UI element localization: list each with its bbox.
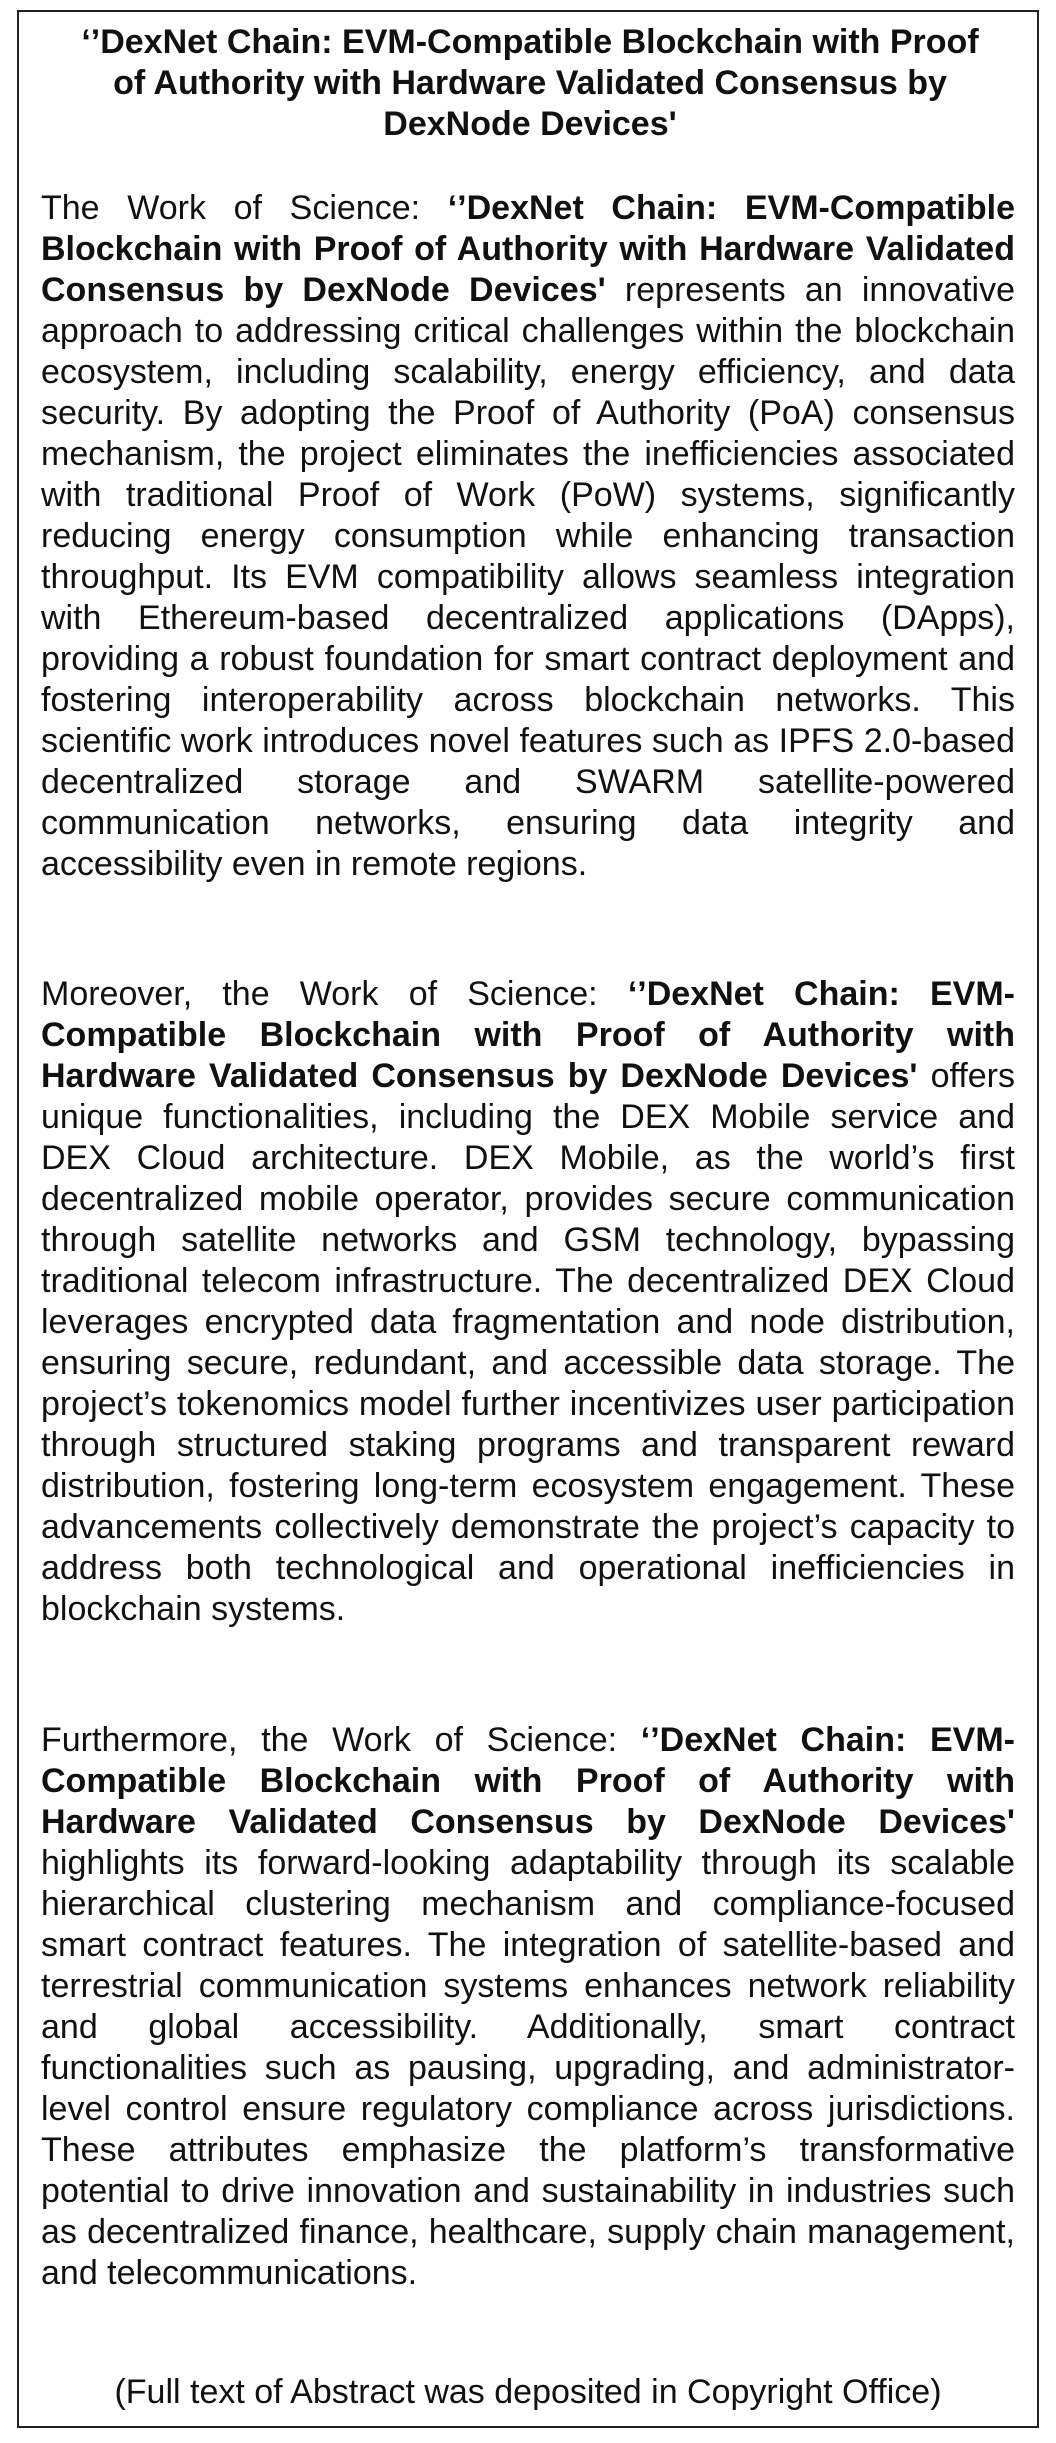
paragraph-prefix: The Work of Science:	[41, 189, 448, 227]
paragraph-body: highlights its forward-looking adaptability through its scalable hierarchical clustering mechanism and compliance-focused smart contract features. The integration of satellite-based and terrestrial communication systems enhances network reliability and global accessibility. Additionally, smart contract functionalities such as pausing, upgrading, and administrator-level control ensure regulatory compliance across jurisdictions. These attributes emphasize the platform’s transformative potential to drive innovation and sustainability in industries such as decentralized finance, healthcare, supply chain management, and telecommunications.	[41, 1844, 1015, 2292]
abstract-box	[17, 10, 1039, 2428]
work-title-reference: ‘’DexNet Chain: EVM-Compatible Blockchain with Proof of Authority with Hardware Validated Consensus by DexNode Devices'	[41, 1721, 1015, 1841]
abstract-paragraph-2	[41, 974, 1015, 1630]
paragraph-body: represents an innovative approach to addressing critical challenges within the blockchain ecosystem, including scalability, energy efficiency, and data security. By adopting the Proof of Authority (PoA) consensus mechanism, the project eliminates the inefficiencies associated with traditional Proof of Work (PoW) systems, significantly reducing energy consumption while enhancing transaction throughput. Its EVM compatibility allows seamless integration with Ethereum-based decentralized applications (DApps), providing a robust foundation for smart contract deployment and fostering interoperability across blockchain networks. This scientific work introduces novel features such as IPFS 2.0-based decentralized storage and SWARM satellite-powered communication networks, ensuring data integrity and accessibility even in remote regions.	[41, 271, 1015, 883]
deposit-note: (Full text of Abstract was deposited in Copyright Office)	[114, 2373, 942, 2411]
paragraph-prefix: Furthermore, the Work of Science:	[41, 1721, 641, 1759]
paragraph-body: offers unique functionalities, including the DEX Mobile service and DEX Cloud architecture. DEX Mobile, as the world’s first decentralized mobile operator, provides secure communication through satellite networks and GSM technology, bypassing traditional telecom infrastructure. The decentralized DEX Cloud leverages encrypted data fragmentation and node distribution, ensuring secure, redundant, and accessible data storage. The project’s tokenomics model further incentivizes user participation through structured staking programs and transparent reward distribution, fostering long-term ecosystem engagement. These advancements collectively demonstrate the project’s capacity to address both technological and operational inefficiencies in blockchain systems.	[41, 1057, 1015, 1628]
document-title: ‘’DexNet Chain: EVM-Compatible Blockchain with Proof of Authority with Hardware Validated Consensus by DexNode Devices'	[81, 23, 979, 143]
work-title-reference: ‘’DexNet Chain: EVM-Compatible Blockchain with Proof of Authority with Hardware Validated Consensus by DexNode Devices'	[41, 975, 1015, 1095]
abstract-paragraph-3	[41, 1720, 1015, 2294]
abstract-paragraph-1	[41, 188, 1015, 885]
work-title-reference: ‘’DexNet Chain: EVM-Compatible Blockchain with Proof of Authority with Hardware Validated Consensus by DexNode Devices'	[41, 189, 1015, 309]
paragraph-prefix: Moreover, the Work of Science:	[41, 975, 628, 1013]
